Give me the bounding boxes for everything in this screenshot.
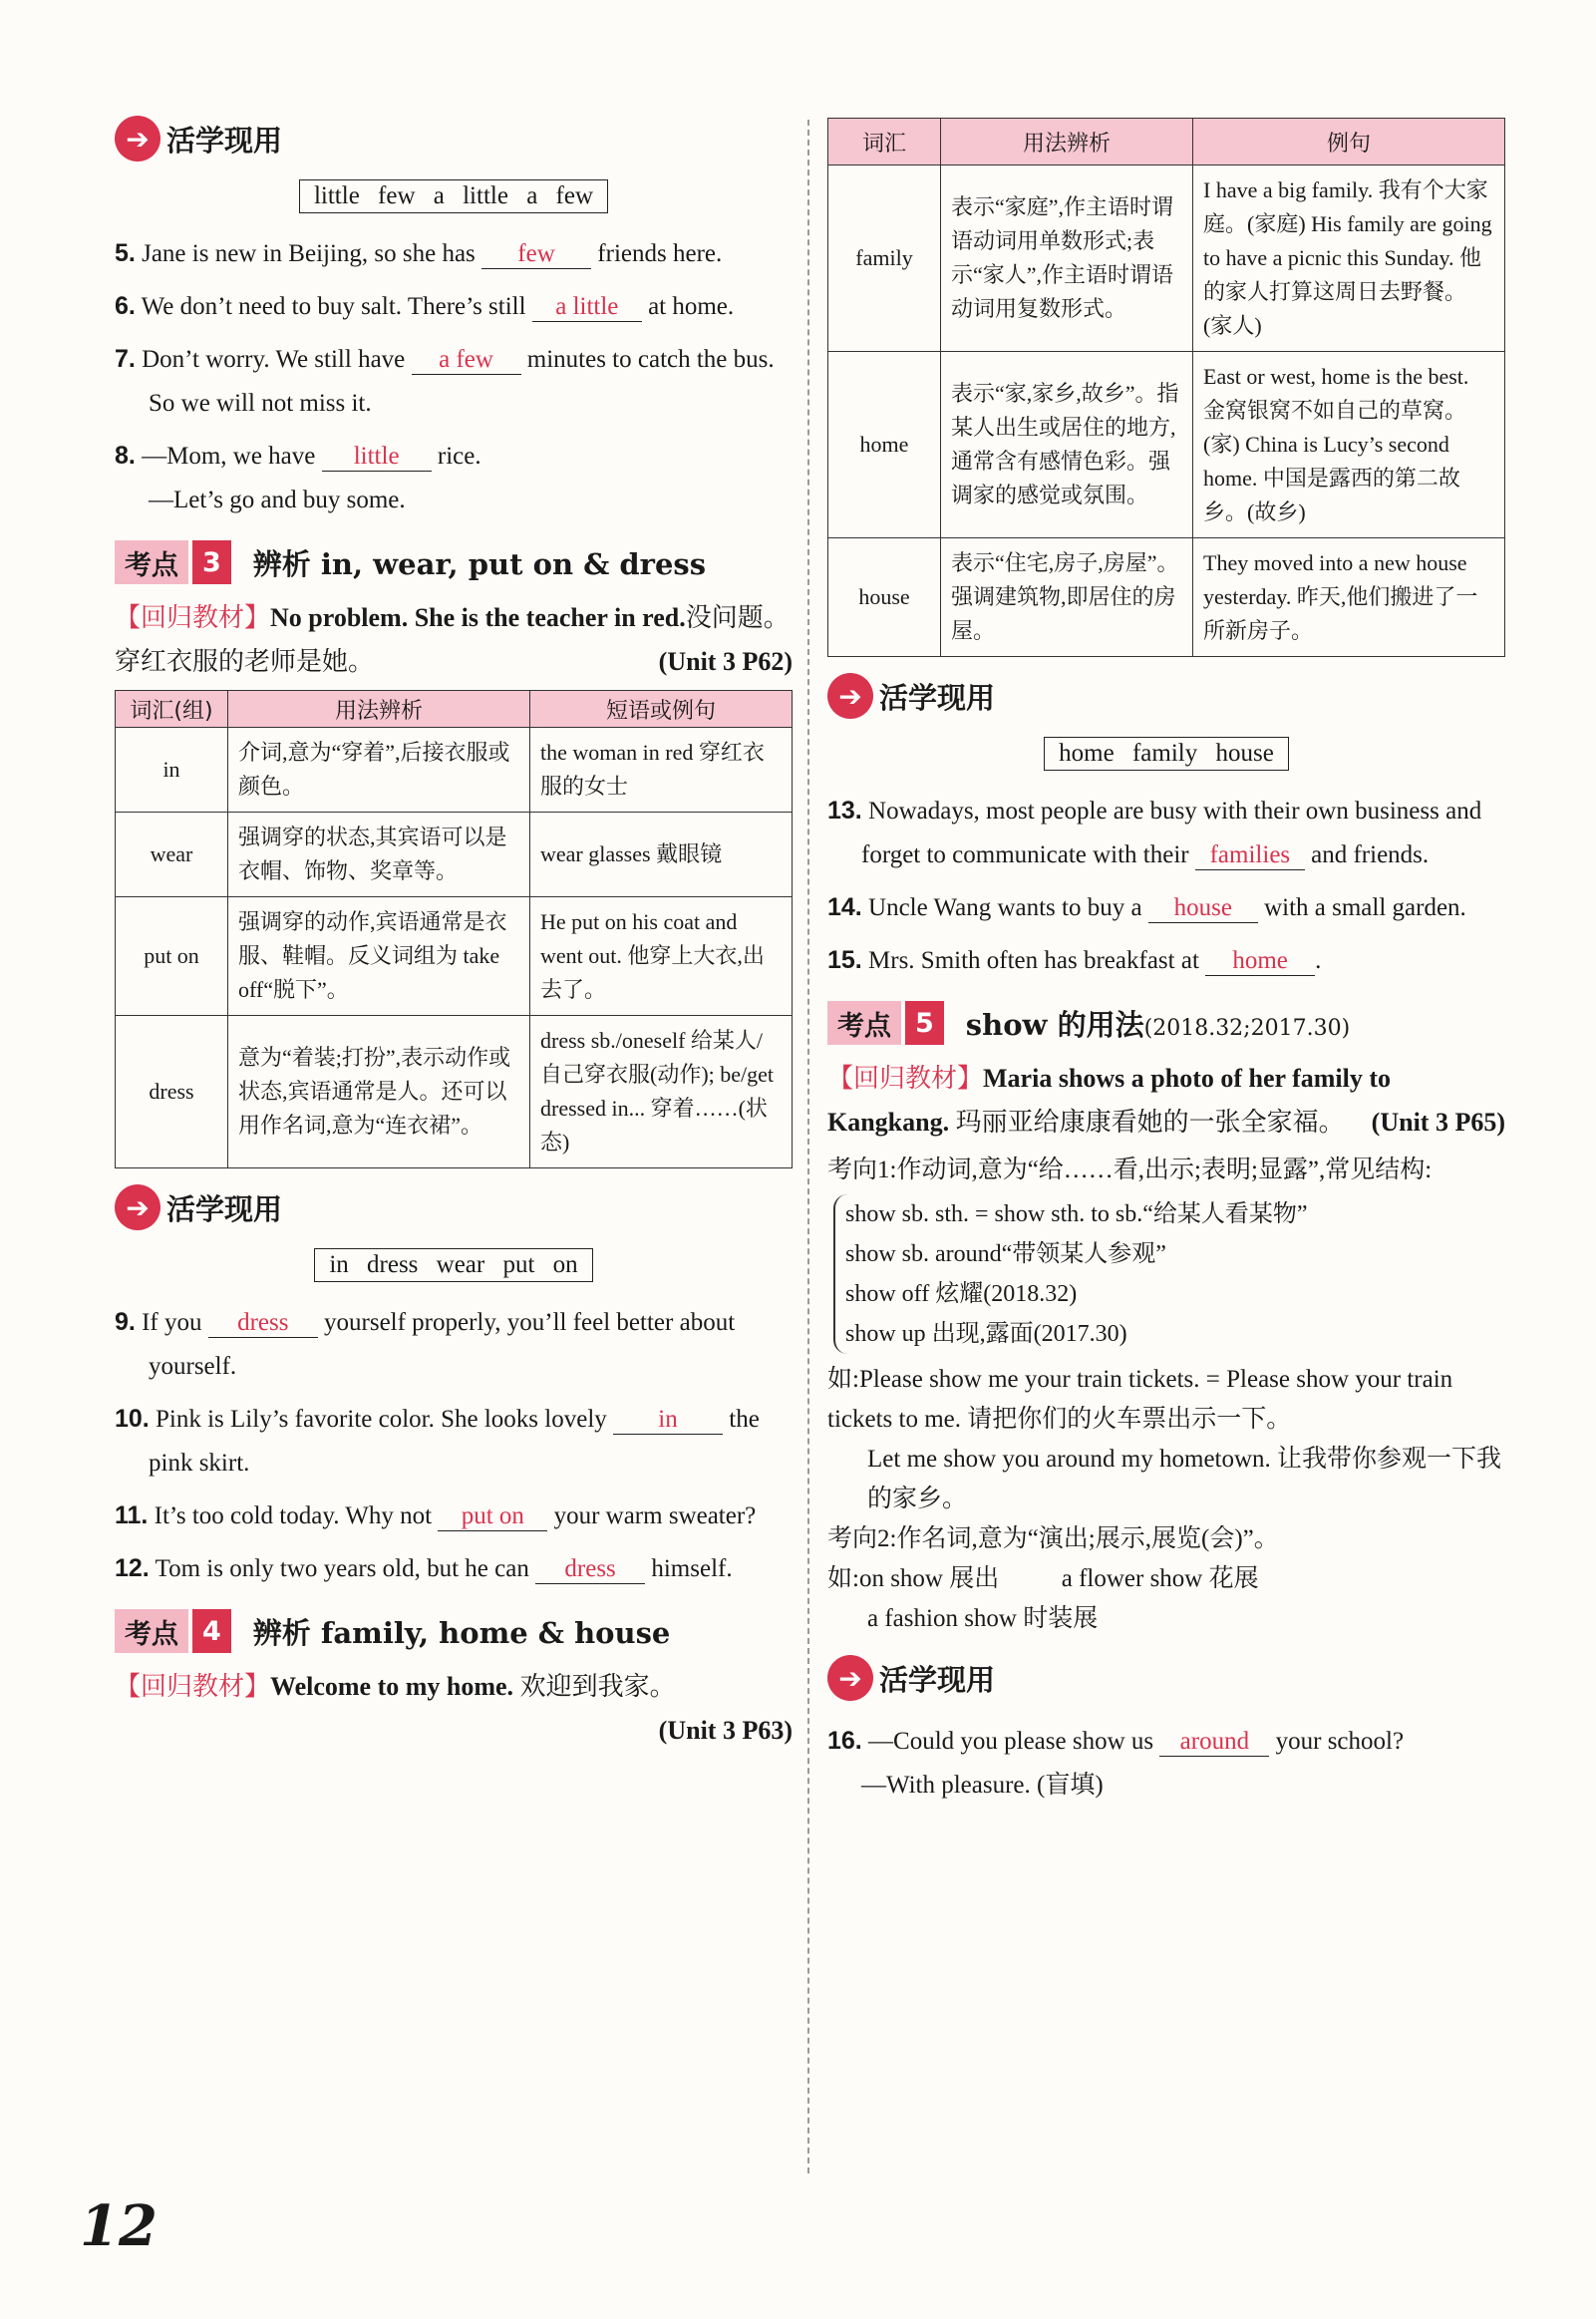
list-item: show off 炫耀(2018.32)	[845, 1281, 1078, 1307]
usage-table-1: 词汇(组) 用法辨析 短语或例句 in 介词,意为“穿着”,后接衣服或颜色。 the woman in red 穿红衣服的女士 wear 强调穿的状态,其宾语可以是衣帽、饰物、奖章等。 wear glasses 戴眼镜 put on 强调穿的动作,宾语通常是衣服、鞋帽。反义词组为 take off“脱下”。 He put on his coat and went out. 他穿上大衣,出去了。 dress 意为“着装;打扮”,表示动作或状态,宾语通常是人。还可以用作名词,意为“连衣裙”。 dress sb./oneself 给某人/自己穿衣服(动作); be/get dressed in... 穿着……(状态)	[115, 690, 793, 1168]
kaodian-5-heading: 考点 5 show 的用法(2018.32;2017.30)	[827, 1001, 1505, 1045]
left-column	[115, 100, 793, 1759]
question-14: 14. Uncle Wang wants to buy a house with a small garden.	[827, 893, 1466, 921]
arrow-right-icon: ➔	[115, 1184, 160, 1230]
word-box: little few a little a few	[299, 179, 608, 213]
kaodian-4-heading: 考点 4 辨析 family, home & house	[115, 1609, 793, 1653]
question-12: 12. Tom is only two years old, but he can dress himself.	[115, 1554, 733, 1582]
textbook-reference: 【回归教材】No problem. She is the teacher in red.没问题。穿红衣服的老师是她。 (Unit 3 P62)	[115, 603, 793, 676]
word-box: home family house	[1044, 737, 1289, 771]
example-2: Let me show you around my hometown. 让我带你参观一下我的家乡。	[867, 1446, 1502, 1512]
textbook-reference: 【回归教材】Welcome to my home. 欢迎到我家。 (Unit 3 P63)	[115, 1672, 793, 1745]
question-13: 13. Nowadays, most people are busy with their own business and forget to communicate with their families and friends.	[827, 797, 1482, 868]
textbook-reference: 【回归教材】Maria shows a photo of her family to Kangkang. 玛丽亚给康康看她的一张全家福。 (Unit 3 P65)	[827, 1064, 1505, 1137]
usage-table-2: 词汇 用法辨析 例句 family 表示“家庭”,作主语时谓语动词用单数形式;表示“家人”,作主语时谓语动词用复数形式。 I have a big family. 我有个大家庭。(家庭) His family are going to have a picnic this Sunday. 他的家人打算这周日去野餐。(家人) home 表示“家,家乡,故乡”。指某人出生或居住的地方,通常含有感情色彩。强调家的感觉或氛围。 East or west, home is the best. 金窝银窝不如自己的草窝。(家) China is Lucy’s second home. 中国是露西的第二故乡。(故乡) house 表示“住宅,房子,房屋”。强调建筑物,即居住的房屋。 They moved into a new house yesterday. 昨天,他们搬进了一所新房子。	[827, 118, 1505, 657]
question-15: 15. Mrs. Smith often has breakfast at home .	[827, 946, 1322, 974]
answer-blank[interactable]: dress	[208, 1309, 318, 1338]
section-heading: ➔ 活学现用	[115, 1182, 793, 1232]
list-item: show up 出现,露面(2017.30)	[845, 1321, 1127, 1347]
answer-blank[interactable]: dress	[535, 1555, 645, 1584]
page-number: 12	[80, 2193, 158, 2259]
kaodian-3-heading: 考点 3 辨析 in, wear, put on & dress	[115, 540, 793, 584]
list-item: show sb. around“带领某人参观”	[845, 1241, 1166, 1267]
example-3: 如:on show 展出 a flower show 花展	[827, 1565, 1259, 1592]
answer-blank[interactable]: few	[481, 240, 591, 269]
list-item: show sb. sth. = show sth. to sb.“给某人看某物”	[845, 1201, 1308, 1227]
section-heading: ➔ 活学现用	[827, 671, 1505, 721]
answer-blank[interactable]: put on	[438, 1502, 547, 1531]
arrow-right-icon: ➔	[827, 1655, 873, 1701]
arrow-right-icon: ➔	[827, 673, 873, 719]
table-row: wear 强调穿的状态,其宾语可以是衣帽、饰物、奖章等。 wear glasses 戴眼镜	[116, 813, 793, 897]
table-row: in 介词,意为“穿着”,后接衣服或颜色。 the woman in red 穿红衣服的女士	[116, 728, 793, 813]
question-10: 10. Pink is Lily’s favorite color. She looks lovely in the pink skirt.	[115, 1405, 760, 1477]
table-row: family 表示“家庭”,作主语时谓语动词用单数形式;表示“家人”,作主语时谓语动词用复数形式。 I have a big family. 我有个大家庭。(家庭) His family are going to have a picnic this Sunday. 他的家人打算这周日去野餐。(家人)	[828, 166, 1505, 352]
column-divider	[807, 120, 809, 2173]
answer-blank[interactable]: little	[322, 443, 432, 472]
question-7: 7. Don’t worry. We still have a few minutes to catch the bus. So we will not miss it.	[115, 345, 775, 417]
question-8: 8. —Mom, we have little rice. —Let’s go and buy some.	[115, 442, 481, 513]
word-box: in dress wear put on	[314, 1248, 592, 1282]
kaoxiang-2: 考向2:作名词,意为“演出;展示,展览(会)”。	[827, 1525, 1279, 1552]
answer-blank[interactable]: home	[1205, 947, 1315, 976]
example-1: 如:Please show me your train tickets. = Please show your train tickets to me. 请把你们的火车票出示一下。	[827, 1366, 1453, 1433]
table-row: house 表示“住宅,房子,房屋”。强调建筑物,即居住的房屋。 They moved into a new house yesterday. 昨天,他们搬进了一所新房子。	[828, 538, 1505, 657]
question-9: 9. If you dress yourself properly, you’ll feel better about yourself.	[115, 1308, 736, 1380]
table-row: put on 强调穿的动作,宾语通常是衣服、鞋帽。反义词组为 take off“脱下”。 He put on his coat and went out. 他穿上大衣,出去了。	[116, 897, 793, 1016]
section-heading: ➔ 活学现用	[115, 114, 793, 164]
table-row: dress 意为“着装;打扮”,表示动作或状态,宾语通常是人。还可以用作名词,意为“连衣裙”。 dress sb./oneself 给某人/自己穿衣服(动作); be/get dressed in... 穿着……(状态)	[116, 1016, 793, 1168]
answer-blank[interactable]: around	[1159, 1728, 1269, 1757]
table-row: home 表示“家,家乡,故乡”。指某人出生或居住的地方,通常含有感情色彩。强调家的感觉或氛围。 East or west, home is the best. 金窝银窝不如自己的草窝。(家) China is Lucy’s second home. 中国是露西的第二故乡。(故乡)	[828, 352, 1505, 538]
example-4: a fashion show 时装展	[867, 1605, 1099, 1632]
question-6: 6. We don’t need to buy salt. There’s still a little at home.	[115, 292, 735, 320]
question-16: 16. —Could you please show us around your school? —With pleasure. (盲填)	[827, 1727, 1405, 1799]
answer-blank[interactable]: a little	[532, 293, 642, 322]
arrow-right-icon: ➔	[115, 116, 160, 162]
answer-blank[interactable]: families	[1195, 841, 1305, 870]
section-heading: ➔ 活学现用	[827, 1653, 1505, 1703]
structure-list	[833, 1194, 1505, 1354]
answer-blank[interactable]: house	[1148, 894, 1258, 923]
kaoxiang-1: 考向1:作动词,意为“给……看,出示;表明;显露”,常见结构:	[827, 1157, 1433, 1183]
answer-blank[interactable]: a few	[412, 346, 521, 375]
question-5: 5. Jane is new in Beijing, so she has few friends here.	[115, 239, 723, 267]
question-11: 11. It’s too cold today. Why not put on your warm sweater?	[115, 1501, 757, 1529]
answer-blank[interactable]: in	[613, 1406, 723, 1435]
right-column	[827, 118, 1505, 1816]
